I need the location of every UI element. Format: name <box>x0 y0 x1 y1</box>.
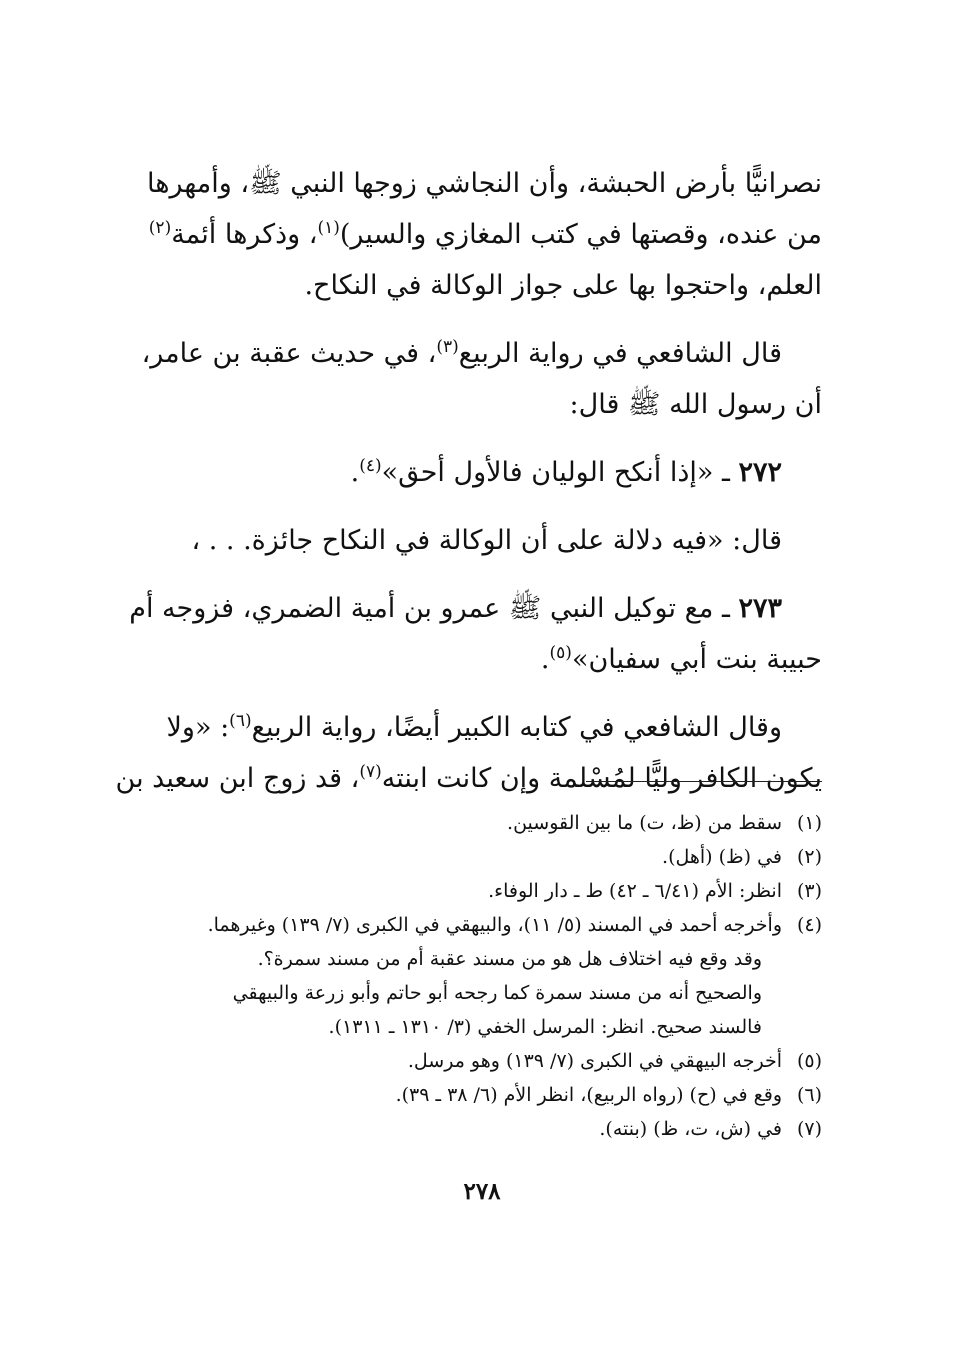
footnote-6 <box>130 1078 822 1112</box>
footnote-text <box>130 874 782 908</box>
footnote-text <box>130 1044 782 1078</box>
text-line <box>130 583 822 634</box>
footnote-5 <box>130 1044 822 1078</box>
footnote-line: سقط من (ظ، ت) ما بين القوسين. <box>507 812 782 834</box>
text-span: : «ولا <box>166 712 230 743</box>
footnote-3 <box>130 874 822 908</box>
footnote-number: (٣) <box>796 880 822 902</box>
text-span: ، قد زوج ابن سعيد بن <box>115 763 360 794</box>
footnote-line: فالسند صحيح. انظر: المرسل الخفي (٣/ ١٣١٠ ـ ١٣١١). <box>328 1016 762 1038</box>
main-text <box>115 158 822 821</box>
page-number: ٢٧٨ <box>463 1178 501 1205</box>
footnote-text <box>130 1112 782 1146</box>
text-span: . <box>540 644 550 675</box>
text-line <box>130 702 822 753</box>
footnote-4 <box>130 908 822 1044</box>
footnote-ref: (٢) <box>148 218 172 238</box>
text-line <box>115 753 822 804</box>
text-line: نصرانيًّا بأرض الحبشة، وأن النجاشي زوجها النبي ﷺ، وأمهرها <box>146 168 822 199</box>
footnote-line: وأخرجه أحمد في المسند (٥/ ١١)، والبيهقي في الكبرى (٧/ ١٣٩) وغيرهما. <box>207 914 782 936</box>
text-span: ، في حديث عقبة بن عامر، <box>141 338 437 369</box>
footnote-7 <box>130 1112 822 1146</box>
text-line <box>130 447 822 498</box>
footnote-1 <box>130 806 822 840</box>
hadith-272 <box>130 447 822 498</box>
footnote-number: (٦) <box>796 1084 822 1106</box>
footnote-text <box>130 806 782 840</box>
footnote-text <box>130 908 782 1044</box>
footnote-line: والصحيح أنه من مسند سمرة كما رجحه أبو حاتم وأبو زرعة والبيهقي <box>232 982 762 1004</box>
footnote-number: (٥) <box>796 1050 822 1072</box>
footnote-number: (١) <box>796 812 822 834</box>
footnote-line: في (ظ) (أهل). <box>662 846 782 868</box>
text-line <box>130 209 822 260</box>
text-span: . <box>350 457 360 488</box>
footnote-ref: (٤) <box>359 456 382 476</box>
text-line <box>130 634 822 685</box>
hadith-number: ٢٧٣ <box>738 593 782 624</box>
text-span: حبيبة بنت أبي سفيان» <box>571 644 822 675</box>
paragraph-2 <box>130 328 822 430</box>
footnote-number: (٤) <box>796 914 822 936</box>
text-span: ، وذكرها أئمة <box>171 219 318 250</box>
footnote-number: (٧) <box>796 1118 822 1140</box>
footnote-ref: (٣) <box>436 337 459 357</box>
footnote-text <box>130 1078 782 1112</box>
footnote-line: في (ش، ت، ظ) (بنته). <box>599 1118 782 1140</box>
footnote-ref: (٥) <box>549 643 572 663</box>
paragraph-1 <box>130 158 822 311</box>
text-span: ـ مع توكيل النبي ﷺ عمرو بن أمية الضمري، فزوجه أم <box>129 593 739 624</box>
text-span: من عنده، وقصتها في كتب المغازي والسير) <box>339 219 822 250</box>
footnote-ref: (١) <box>317 218 340 238</box>
footnote-line: وقد وقع فيه اختلاف هل هو من مسند عقبة أم من مسند سمرة؟. <box>257 948 762 970</box>
footnote-line: انظر: الأم (٦/٤١ ـ ٤٢) ط ـ دار الوفاء. <box>488 880 782 902</box>
footnote-divider <box>586 781 822 782</box>
text-line: قال: «فيه دلالة على أن الوكالة في النكاح جائزة. . . ، <box>191 525 782 556</box>
footnote-ref: (٦) <box>229 711 252 731</box>
footnote-number: (٢) <box>796 846 822 868</box>
text-line <box>130 328 822 379</box>
text-span: ـ «إذا أنكح الوليان فالأول أحق» <box>381 457 739 488</box>
text-span: قال الشافعي في رواية الربيع <box>458 338 782 369</box>
paragraph-6 <box>115 702 822 804</box>
footnote-text <box>130 840 782 874</box>
footnote-2 <box>130 840 822 874</box>
text-span: يكون الكافر وليًّا لمُسْلمة وإن كانت ابنته <box>381 763 822 794</box>
text-span: وقال الشافعي في كتابه الكبير أيضًا، رواية الربيع <box>251 712 782 743</box>
hadith-273 <box>130 583 822 685</box>
footnote-ref: (٧) <box>359 762 382 782</box>
footnotes <box>130 806 822 1146</box>
paragraph-4 <box>130 515 822 566</box>
footnote-line: أخرجه البيهقي في الكبرى (٧/ ١٣٩) وهو مرسل. <box>407 1050 782 1072</box>
hadith-number: ٢٧٢ <box>738 457 782 488</box>
text-line: أن رسول الله ﷺ قال: <box>569 389 822 420</box>
footnote-line: وقع في (ح) (رواه الربيع)، انظر الأم (٦/ ٣٨ ـ ٣٩). <box>395 1084 782 1106</box>
text-line: العلم، واحتجوا بها على جواز الوكالة في النكاح. <box>304 270 822 301</box>
